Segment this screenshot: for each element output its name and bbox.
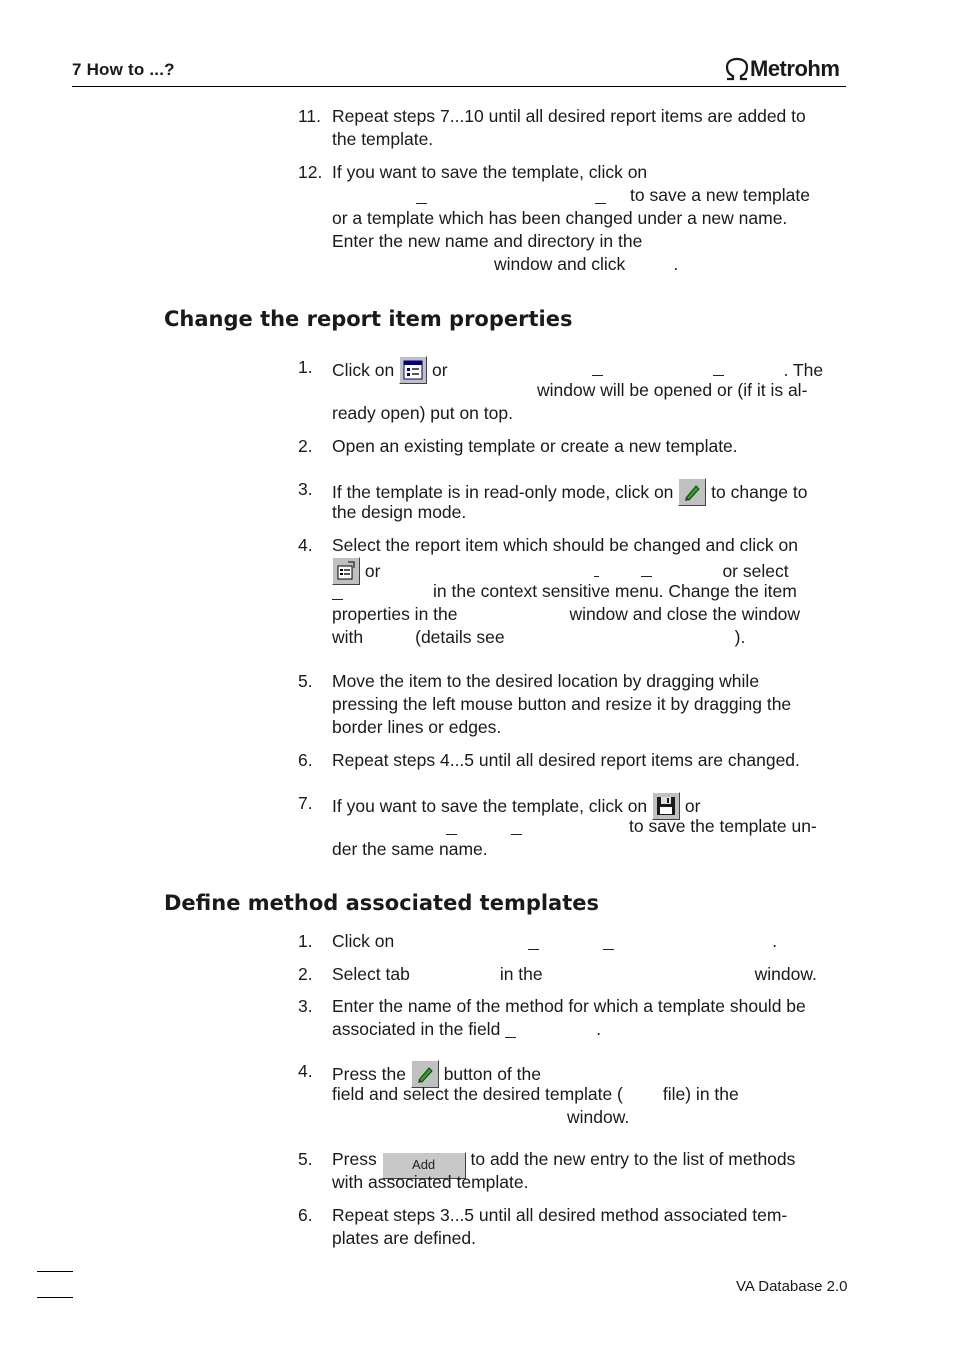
step-text: Press the	[332, 1064, 406, 1084]
step-number: 6.	[298, 1205, 313, 1225]
step-number: 1.	[298, 357, 313, 377]
menu-mnemonic-mark	[594, 557, 599, 577]
section-heading: Define method associated templates	[164, 891, 600, 915]
footer-product-name: VA Database 2.0	[736, 1278, 848, 1295]
step-text: window.	[754, 964, 817, 984]
step-text: Select tab	[332, 964, 410, 984]
step-text: Repeat steps 3...5 until all desired method associated tem-	[332, 1205, 788, 1225]
step-number: 1.	[298, 931, 313, 951]
step-text: to save the template un-	[629, 816, 817, 836]
step-text: or	[432, 360, 448, 380]
step-text: Open an existing template or create a new template.	[332, 436, 738, 456]
step-text: ).	[734, 627, 746, 647]
step-text: Click on	[332, 360, 395, 380]
menu-mnemonic-mark	[332, 580, 343, 600]
step-number: 2.	[298, 964, 313, 984]
step-text: window will be opened or (if it is al-	[537, 380, 808, 400]
footer-divider	[37, 1271, 73, 1272]
step-number: 6.	[298, 750, 313, 770]
step-text: .	[673, 254, 679, 274]
menu-mnemonic-mark	[505, 1018, 516, 1038]
chapter-title: 7 How to ...?	[72, 60, 175, 79]
step-text: Click on	[332, 931, 395, 951]
step-text: button of the	[443, 1064, 541, 1084]
step-text: or	[684, 796, 701, 816]
add-button[interactable]: Add	[382, 1152, 466, 1179]
step-text: Move the item to the desired location by dragging while	[332, 671, 760, 691]
menu-mnemonic-mark	[511, 815, 522, 835]
step-text: with	[332, 627, 364, 647]
step-text: .	[596, 1019, 602, 1039]
header-divider	[72, 86, 846, 87]
step-number: 4.	[298, 535, 313, 555]
step-number: 5.	[298, 1149, 313, 1169]
step-text: Repeat steps 4...5 until all desired report items are changed.	[332, 750, 800, 770]
step-text: If the template is in read-only mode, click on	[332, 482, 674, 502]
step-text: If you want to save the template, click on	[332, 162, 648, 182]
menu-mnemonic-mark	[603, 930, 614, 950]
menu-mnemonic-mark	[713, 356, 724, 376]
menu-mnemonic-mark	[528, 930, 539, 950]
step-number: 5.	[298, 671, 313, 691]
menu-mnemonic-mark	[446, 815, 457, 835]
step-text: pressing the left mouse button and resize it by dragging the	[332, 694, 792, 714]
step-text: window and click	[494, 254, 626, 274]
step-text: border lines or edges.	[332, 717, 502, 737]
step-text: .	[772, 931, 778, 951]
step-number: 4.	[298, 1061, 313, 1081]
step-number: 3.	[298, 479, 313, 499]
step-text: Repeat steps 7...10 until all desired report items are added to	[332, 106, 806, 126]
menu-mnemonic-mark	[592, 356, 603, 376]
step-text: plates are defined.	[332, 1228, 476, 1248]
step-text: field and select the desired template (	[332, 1084, 623, 1104]
menu-mnemonic-mark	[595, 184, 606, 204]
step-text: or	[364, 561, 381, 581]
step-text: Enter the name of the method for which a template should be	[332, 996, 806, 1016]
brand-name: Metrohm	[750, 56, 840, 81]
step-number: 7.	[298, 793, 313, 813]
step-text: the template.	[332, 129, 434, 149]
step-text: window and close the window	[569, 604, 801, 624]
step-number: 12.	[298, 162, 323, 182]
step-text: ready open) put on top.	[332, 403, 513, 423]
step-text: to change to	[711, 482, 808, 502]
step-text: to save a new template	[630, 185, 810, 205]
step-text: properties in the	[332, 604, 458, 624]
step-text: file) in the	[662, 1084, 739, 1104]
omega-logo-icon	[724, 57, 750, 81]
step-text: Press	[332, 1149, 377, 1169]
step-text: Select the report item which should be changed and click on	[332, 535, 798, 555]
step-text: the design mode.	[332, 502, 467, 522]
section-heading: Change the report item properties	[164, 307, 573, 331]
step-text: Enter the new name and directory in the	[332, 231, 643, 251]
step-text: in the context sensitive menu. Change the item	[433, 581, 797, 601]
menu-mnemonic-mark	[641, 557, 652, 577]
step-text: window.	[567, 1107, 630, 1127]
step-text: (details see	[415, 627, 505, 647]
step-number: 2.	[298, 436, 313, 456]
step-number: 3.	[298, 996, 313, 1016]
step-text: in the	[499, 964, 543, 984]
step-text: or select	[722, 561, 789, 581]
step-text: associated in the field	[332, 1019, 501, 1039]
footer-divider	[37, 1297, 73, 1298]
step-text: or a template which has been changed under a new name.	[332, 208, 788, 228]
menu-mnemonic-mark	[416, 184, 427, 204]
step-number: 11.	[298, 106, 322, 126]
brand-logo	[724, 56, 839, 82]
step-text: to add the new entry to the list of methods	[470, 1149, 796, 1169]
step-text: with associated template.	[332, 1172, 529, 1192]
step-text: . The	[783, 360, 824, 380]
step-text: der the same name.	[332, 839, 488, 859]
step-text: If you want to save the template, click on	[332, 796, 648, 816]
